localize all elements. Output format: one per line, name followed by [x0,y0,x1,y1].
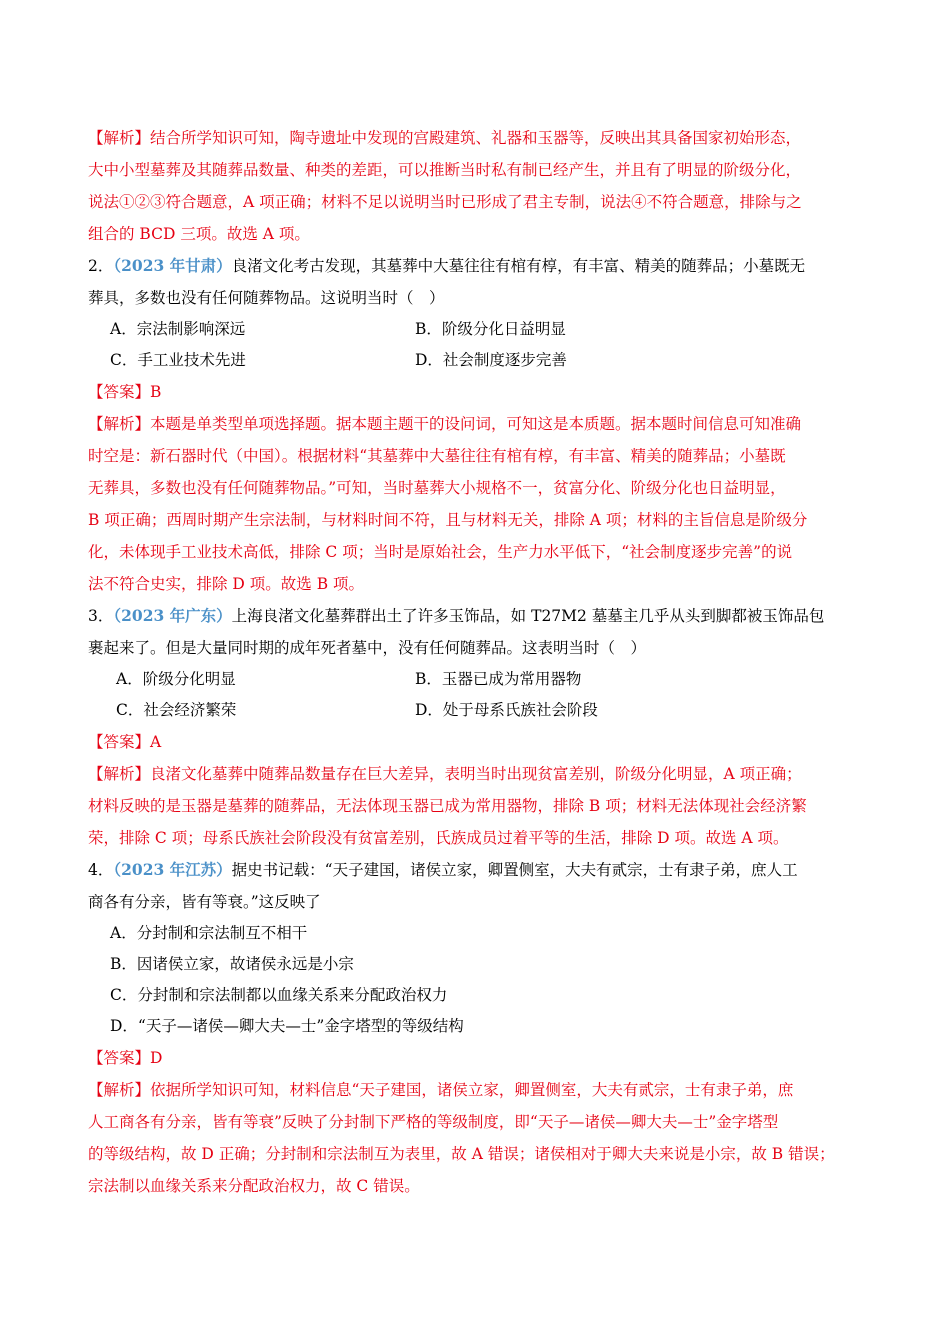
question-source: （2023 年江苏） [113,860,232,879]
options-row [88,664,862,695]
option-a: A．宗法制影响深远 [110,320,246,338]
q1-analysis [88,122,862,250]
option-b: B．玉器已成为常用器物 [415,670,582,688]
option-a: A．阶级分化明显 [116,670,236,688]
analysis-line: 无葬具，多数也没有任何随葬物品。”可知，当时墓葬大小规格不一，贫富分化、阶级分化也日益明显， [88,479,786,497]
analysis-line: 法不符合史实，排除 D 项。故选 B 项。 [88,575,365,593]
option-b: B．因诸侯立家，故诸侯永远是小宗 [110,955,354,973]
analysis-line: 组合的 BCD 三项。故选 A 项。 [88,225,310,243]
question-stem [88,854,862,886]
question-3 [88,600,862,854]
analysis-line: B 项正确；西周时期产生宗法制，与材料时间不符，且与材料无关，排除 A 项；材料的主旨信息是阶级分 [88,511,808,529]
analysis-line: 材料反映的是玉器是墓葬的随葬品，无法体现玉器已成为常用器物，排除 B 项；材料无法体现社会经济繁 [88,797,807,815]
q3-analysis [88,758,862,854]
analysis-line: 【解析】良渚文化墓葬中随葬品数量存在巨大差异，表明当时出现贫富差别，阶级分化明显，A 项正确； [88,765,802,783]
document-page [88,122,862,1202]
answer: 【答案】A [88,733,162,751]
question-number: 2． [88,257,114,275]
options-row [88,695,862,726]
option-b: B．阶级分化日益明显 [415,320,566,338]
option-a: A．分封制和宗法制互不相干 [110,924,308,942]
analysis-line: 人工商各有分亲，皆有等衰”反映了分封制下严格的等级制度，即“天子—诸侯—卿大夫—士”金字塔型 [88,1113,779,1131]
option-c: C．社会经济繁荣 [116,701,237,719]
analysis-line: 大中小型墓葬及其随葬品数量、种类的差距，可以推断当时私有制已经产生，并且有了明显的阶级分化， [88,161,802,179]
question-number: 4． [88,861,114,879]
analysis-line: 【解析】结合所学知识可知，陶寺遗址中发现的宫殿建筑、礼器和玉器等，反映出其具备国家初始形态， [88,129,802,147]
answer: 【答案】B [88,383,162,401]
question-2 [88,250,862,600]
analysis-line: 宗法制以血缘关系来分配政治权力，故 C 错误。 [88,1177,420,1195]
question-number: 3． [88,607,114,625]
option-d: D．处于母系氏族社会阶段 [415,701,598,719]
option-c: C．手工业技术先进 [110,351,246,369]
question-4 [88,854,862,1202]
analysis-line: 时空是：新石器时代（中国）。根据材料“其墓葬中大墓往往有棺有椁，有丰富、精美的随葬品；小墓既 [88,447,786,465]
analysis-line: 说法①②③符合题意，A 项正确；材料不足以说明当时已形成了君主专制，说法④不符合题意，排除与之 [88,193,802,211]
q4-analysis [88,1074,862,1202]
question-stem [88,600,862,632]
option-c: C．分封制和宗法制都以血缘关系来分配政治权力 [110,986,448,1004]
stem-text: 裹起来了。但是大量同时期的成年死者墓中，没有任何随葬品。这表明当时（ ） [88,639,647,657]
stem-text: 葬具，多数也没有任何随葬物品。这说明当时（ ） [88,289,445,307]
question-stem [88,250,862,282]
options-row [88,314,862,345]
analysis-line: 荣，排除 C 项；母系氏族社会阶段没有贫富差别，氏族成员过着平等的生活，排除 D 项。故选 A 项。 [88,829,789,847]
option-d: D．社会制度逐步完善 [415,351,567,369]
analysis-line: 化，未体现手工业技术高低，排除 C 项；当时是原始社会，生产力水平低下，“社会制度逐步完善”的说 [88,543,793,561]
stem-text: 良渚文化考古发现，其墓葬中大墓往往有棺有椁，有丰富、精美的随葬品；小墓既无 [231,257,806,275]
options-row [88,345,862,376]
analysis-line: 【解析】本题是单类型单项选择题。据本题主题干的设问词，可知这是本质题。据本题时间信息可知准确 [88,415,802,433]
analysis-line: 的等级结构，故 D 正确；分封制和宗法制互为表里，故 A 错误；诸侯相对于卿大夫来说是小宗，故 B 错误； [88,1145,835,1163]
option-d: D．“天子—诸侯—卿大夫—士”金字塔型的等级结构 [110,1017,464,1035]
stem-text: 上海良渚文化墓葬群出土了许多玉饰品，如 T27M2 墓墓主几乎从头到脚都被玉饰品包 [231,607,825,625]
stem-text: 据史书记载：“天子建国，诸侯立家，卿置侧室，大夫有贰宗，士有隶子弟，庶人工 [231,861,798,879]
question-source: （2023 年甘肃） [113,256,232,275]
question-source: （2023 年广东） [113,606,232,625]
answer: 【答案】D [88,1049,163,1067]
analysis-line: 【解析】依据所学知识可知，材料信息“天子建国，诸侯立家，卿置侧室，大夫有贰宗，士有隶子弟，庶 [88,1081,794,1099]
stem-text: 商各有分亲，皆有等衰。”这反映了 [88,893,321,911]
q2-analysis [88,408,862,600]
